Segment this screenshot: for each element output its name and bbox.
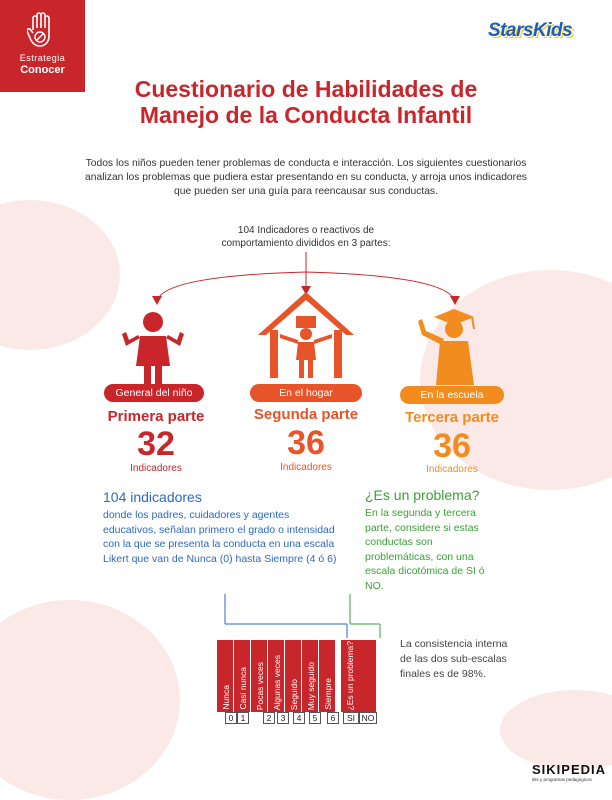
background-blob [0,600,180,800]
house-icon [256,290,356,380]
scale-column [217,640,234,712]
indicators-intro-line-2: comportamiento divididos en 3 partes: [221,238,391,249]
scale-column-label: Pocas veces [255,661,265,710]
sikipedia-tagline: kits y programas pedagógicos [532,777,592,782]
part-label-2: Indicadores [280,462,332,473]
scale-value: 6 [327,712,339,724]
scale-column-label: ¿Es un problema? [345,640,355,710]
indicators-intro [186,224,426,250]
scale-column-label: Muy seguido [306,661,316,710]
scale-connectors [215,594,415,644]
problem-description [365,486,495,593]
child-shrugging-icon [118,308,188,388]
logo-line-2: Conocer [20,64,65,76]
scale-value: 1 [237,712,249,724]
part-label-3: Indicadores [426,464,478,475]
scale-value: 2 [263,712,275,724]
pill-escuela: En la escuela [400,386,504,404]
background-blob [500,690,612,770]
part-count-3: 36 [433,427,471,465]
starskids-logo: StarsKids [488,20,573,41]
scale-value: 5 [309,712,321,724]
sikipedia-name: SIKIPEDIA [532,762,607,777]
hand-stop-icon [27,10,57,50]
logo-line-1: Estrategia [19,53,66,63]
scale-value: 4 [293,712,305,724]
scale-column [268,640,285,712]
scale-value-si: SI [343,712,359,724]
likert-description [103,488,343,566]
scale-column [234,640,251,712]
pill-hogar: En el hogar [250,384,362,402]
scale-column-label: Algunas veces [272,654,282,710]
part-count-1: 32 [137,425,175,463]
problem-heading: ¿Es un problema? [365,487,480,503]
part-title-1: Primera parte [107,408,205,425]
page-title [0,76,612,128]
scale-value-no: NO [359,712,377,724]
sikipedia-logo [532,762,607,782]
part-title-3: Tercera parte [405,409,499,426]
scale-column [302,640,319,712]
part-count-2: 36 [287,424,325,462]
scale-column [285,640,302,712]
pill-general: General del niño [104,384,204,402]
intro-paragraph: Todos los niños pueden tener problemas de conducta e interacción. Los siguientes cuestionarios analizan los problemas que pudiera estar presentando en su conducta, y arroja unos indicadores que pueden ser una guía para reencausar sus conductas. [85,158,527,197]
scale-value: 0 [225,712,237,724]
scale-column-label: Siempre [323,678,333,710]
scale-column-label: Casi nunca [238,667,248,710]
graduate-student-icon [410,305,490,385]
problem-body: En la segunda y tercera parte, considere si estas conductas son problemáticas, con una escala dicotómica de SI ó NO. [365,507,485,592]
scale-column-problem [341,640,377,712]
scale-column [251,640,268,712]
scale-column-label: Seguido [289,678,299,710]
part-label-1: Indicadores [130,463,182,474]
title-line-1: Cuestionario de Habilidades de [134,76,478,102]
consistency-note: La consistencia interna de las dos sub-escalas finales es de 98%. [400,638,508,680]
response-scale [217,640,380,725]
title-line-2: Manejo de la Conducta Infantil [139,102,473,128]
likert-body: donde los padres, cuidadores y agentes educativos, señalan primero el grado o intensidad con la que se presenta la conducta en una escala Likert que van de Nunca (0) hasta Siempre (4 ó 6) [103,509,337,565]
part-title-2: Segunda parte [253,406,359,423]
indicators-intro-line-1: 104 Indicadores o reactivos de [237,225,375,236]
scale-column [319,640,336,712]
likert-heading: 104 indicadores [103,489,202,505]
scale-value: 3 [277,712,289,724]
scale-column-label: Nunca [221,685,231,710]
